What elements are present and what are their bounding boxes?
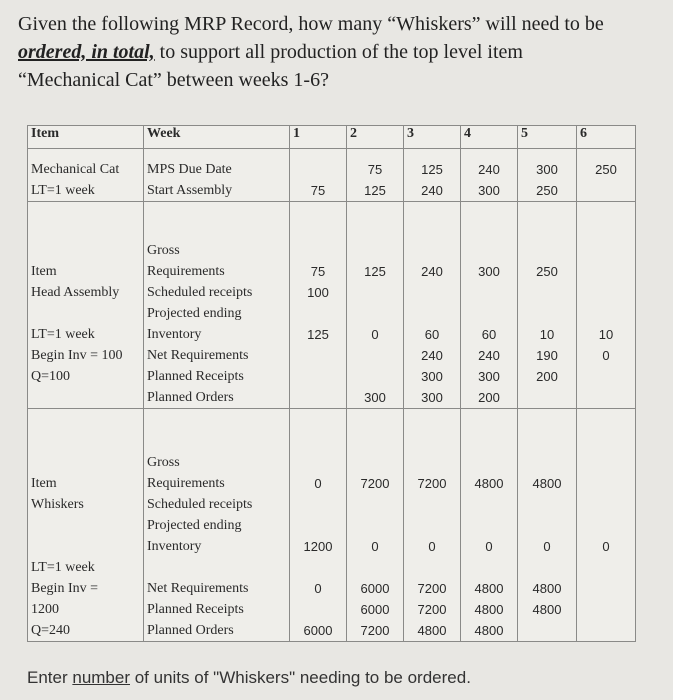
cell-value: 7200 [417, 602, 447, 617]
cell-text-line: Gross [147, 242, 180, 258]
head-assembly-week-4 [461, 201, 518, 408]
cell-value [580, 494, 632, 515]
cell-value [521, 387, 573, 408]
cell-value [521, 282, 573, 303]
cell-value [293, 303, 343, 324]
whiskers-week-4 [461, 408, 518, 641]
cell-text-line [31, 515, 140, 536]
cell-text-line: Planned Orders [147, 389, 234, 405]
cell-value [350, 303, 400, 324]
cell-value [464, 557, 514, 578]
cell-value: 4800 [474, 476, 504, 491]
cell-value: 240 [421, 347, 443, 363]
head-assembly-week-1 [290, 201, 347, 408]
cell-text-line [31, 387, 140, 408]
cell-value: 4800 [532, 581, 562, 596]
cell-value: 60 [481, 326, 497, 342]
question-line-3: “Mechanical Cat” between weeks 1-6? [18, 69, 329, 91]
header-week-6: 6 [577, 126, 636, 149]
cell-value [580, 557, 632, 578]
cell-value: 75 [310, 263, 326, 279]
mechanical-cat-week-5 [518, 149, 577, 202]
cell-value: 300 [536, 161, 558, 177]
cell-text-line [147, 557, 286, 578]
cell-value [580, 578, 632, 599]
cell-value [464, 515, 514, 536]
cell-text-line: LT=1 week [31, 182, 95, 198]
head-assembly-week-2 [347, 201, 404, 408]
mechanical-cat-labels [144, 149, 290, 202]
cell-text-line: Mechanical Cat [31, 161, 120, 177]
cell-text-line: Scheduled receipts [147, 497, 253, 512]
mechanical-cat-item [28, 149, 144, 202]
cell-value: 300 [478, 182, 500, 198]
whiskers-item [28, 408, 144, 641]
cell-text-line: Head Assembly [31, 284, 120, 300]
mechanical-cat-block [28, 149, 636, 202]
cell-value: 7200 [417, 476, 447, 491]
cell-value [464, 452, 514, 473]
cell-value: 0 [371, 326, 379, 342]
cell-value: 0 [485, 539, 493, 554]
cell-text-line: Begin Inv = [31, 581, 98, 596]
head-assembly-block [28, 201, 636, 408]
cell-value [407, 303, 457, 324]
header-week-5: 5 [518, 126, 577, 149]
cell-value: 6000 [360, 581, 390, 596]
cell-value [350, 282, 400, 303]
whiskers-week-2 [347, 408, 404, 641]
header-week: Week [144, 126, 290, 149]
head-assembly-week-3 [404, 201, 461, 408]
cell-value [407, 494, 457, 515]
cell-value [407, 240, 457, 261]
cell-value: 250 [595, 161, 617, 177]
cell-value: 0 [602, 347, 610, 363]
cell-value [293, 366, 343, 387]
cell-value [350, 240, 400, 261]
cell-value: 6000 [303, 623, 333, 638]
cell-text-line: Inventory [147, 539, 202, 554]
cell-value [580, 620, 632, 641]
cell-text-line: Start Assembly [147, 182, 233, 198]
head-assembly-item [28, 201, 144, 408]
cell-value: 125 [421, 161, 443, 177]
cell-value: 60 [424, 326, 440, 342]
head-assembly-labels [144, 201, 290, 408]
mechanical-cat-week-4 [461, 149, 518, 202]
cell-text-line [31, 303, 140, 324]
cell-text-line: MPS Due Date [147, 161, 232, 177]
header-week-1: 1 [290, 126, 347, 149]
cell-value [407, 557, 457, 578]
cell-value: 125 [364, 182, 386, 198]
cell-value: 7200 [360, 623, 390, 638]
cell-value: 10 [598, 326, 614, 342]
cell-value [350, 452, 400, 473]
cell-value [293, 159, 343, 180]
cell-value: 0 [602, 539, 610, 554]
cell-text-line: Begin Inv = 100 [31, 347, 123, 363]
cell-value [293, 452, 343, 473]
cell-value: 240 [421, 182, 443, 198]
cell-text-line: Planned Receipts [147, 368, 244, 384]
cell-value: 300 [478, 263, 500, 279]
whiskers-week-3 [404, 408, 461, 641]
cell-text-line: Inventory [147, 326, 202, 342]
cell-text-line: Item [31, 263, 57, 279]
cell-text-line: Whiskers [31, 497, 84, 512]
cell-value: 75 [310, 182, 326, 198]
cell-text-line: Projected ending [147, 305, 242, 321]
cell-value: 190 [536, 347, 558, 363]
cell-value [350, 366, 400, 387]
cell-text-line: 1200 [31, 602, 59, 617]
mrp-record-table [27, 125, 636, 642]
answer-prompt-suffix: of units of "Whiskers" needing to be ordered. [130, 668, 471, 687]
cell-value [350, 557, 400, 578]
answer-prompt [27, 668, 471, 688]
cell-value: 75 [367, 161, 383, 177]
cell-value: 200 [478, 389, 500, 405]
head-assembly-week-5 [518, 201, 577, 408]
cell-value [407, 282, 457, 303]
cell-value: 10 [539, 326, 555, 342]
cell-value: 125 [364, 263, 386, 279]
cell-value [293, 515, 343, 536]
cell-value [580, 387, 632, 408]
cell-value: 4800 [417, 623, 447, 638]
cell-text-line: LT=1 week [31, 326, 95, 342]
whiskers-week-1 [290, 408, 347, 641]
header-week-3: 3 [404, 126, 461, 149]
cell-text-line: Gross [147, 455, 180, 470]
cell-value [407, 515, 457, 536]
whiskers-labels [144, 408, 290, 641]
cell-text-line: Projected ending [147, 518, 242, 533]
cell-value: 4800 [474, 581, 504, 596]
question-line-2-rest: to support all production of the top level item [154, 41, 523, 63]
cell-value: 250 [536, 182, 558, 198]
cell-value [464, 240, 514, 261]
mechanical-cat-week-2 [347, 149, 404, 202]
cell-value: 4800 [532, 602, 562, 617]
question-text [18, 10, 658, 94]
header-week-4: 4 [461, 126, 518, 149]
cell-value [580, 515, 632, 536]
cell-value [464, 303, 514, 324]
question-line-2 [18, 38, 658, 66]
cell-value [580, 180, 632, 201]
cell-value [293, 240, 343, 261]
head-assembly-week-6 [577, 201, 636, 408]
cell-value: 200 [536, 368, 558, 384]
answer-prompt-emphasis: number [72, 668, 130, 687]
cell-text-line: Net Requirements [147, 581, 249, 596]
cell-value: 100 [307, 284, 329, 300]
cell-value [293, 599, 343, 620]
cell-value: 240 [421, 263, 443, 279]
cell-value: 4800 [532, 476, 562, 491]
cell-value [521, 494, 573, 515]
cell-value [580, 240, 632, 261]
cell-value [521, 303, 573, 324]
cell-value [350, 515, 400, 536]
cell-value: 250 [536, 263, 558, 279]
cell-value [350, 494, 400, 515]
whiskers-week-5 [518, 408, 577, 641]
cell-value: 300 [421, 368, 443, 384]
cell-value [293, 345, 343, 366]
cell-value [464, 494, 514, 515]
cell-text-line: Q=100 [31, 368, 71, 384]
cell-value [580, 282, 632, 303]
cell-text-line: Requirements [147, 263, 225, 279]
cell-text-line: Q=240 [31, 623, 71, 638]
cell-value: 240 [478, 347, 500, 363]
cell-text-line: LT=1 week [31, 560, 95, 575]
cell-value: 4800 [474, 623, 504, 638]
cell-value [350, 345, 400, 366]
cell-value: 300 [421, 389, 443, 405]
mechanical-cat-week-6 [577, 149, 636, 202]
cell-value [580, 473, 632, 494]
header-item: Item [28, 126, 144, 149]
cell-value [464, 282, 514, 303]
cell-value: 0 [543, 539, 551, 554]
question-emphasis: ordered, in total, [18, 41, 155, 63]
cell-value [293, 494, 343, 515]
cell-value [293, 557, 343, 578]
cell-value: 0 [371, 539, 379, 554]
cell-value: 0 [314, 581, 322, 596]
header-week-2: 2 [347, 126, 404, 149]
cell-value: 1200 [303, 539, 333, 554]
cell-value: 4800 [474, 602, 504, 617]
cell-text-line: Planned Orders [147, 623, 234, 638]
cell-text-line: Scheduled receipts [147, 284, 253, 300]
cell-value [521, 515, 573, 536]
cell-value [521, 240, 573, 261]
cell-value [580, 452, 632, 473]
whiskers-week-6 [577, 408, 636, 641]
cell-value [580, 303, 632, 324]
cell-value [407, 452, 457, 473]
table-header-row [28, 126, 636, 149]
cell-value: 0 [428, 539, 436, 554]
cell-value [521, 557, 573, 578]
cell-value [580, 366, 632, 387]
cell-text-line: Requirements [147, 476, 225, 491]
whiskers-block [28, 408, 636, 641]
cell-value [521, 452, 573, 473]
cell-value [521, 620, 573, 641]
cell-value: 240 [478, 161, 500, 177]
cell-value: 125 [307, 326, 329, 342]
cell-value: 0 [314, 476, 322, 491]
mechanical-cat-week-3 [404, 149, 461, 202]
cell-text-line: Item [31, 476, 57, 491]
cell-value [580, 261, 632, 282]
cell-text-line: Net Requirements [147, 347, 249, 363]
cell-value: 7200 [417, 581, 447, 596]
cell-value: 300 [364, 389, 386, 405]
mechanical-cat-week-1 [290, 149, 347, 202]
cell-value: 7200 [360, 476, 390, 491]
cell-text-line [31, 536, 140, 557]
cell-value: 6000 [360, 602, 390, 617]
cell-text-line: Planned Receipts [147, 602, 244, 617]
question-line-1: Given the following MRP Record, how many “Whiskers” will need to be [18, 13, 604, 35]
cell-value [580, 599, 632, 620]
cell-value [293, 387, 343, 408]
answer-prompt-prefix: Enter [27, 668, 73, 687]
cell-value: 300 [478, 368, 500, 384]
